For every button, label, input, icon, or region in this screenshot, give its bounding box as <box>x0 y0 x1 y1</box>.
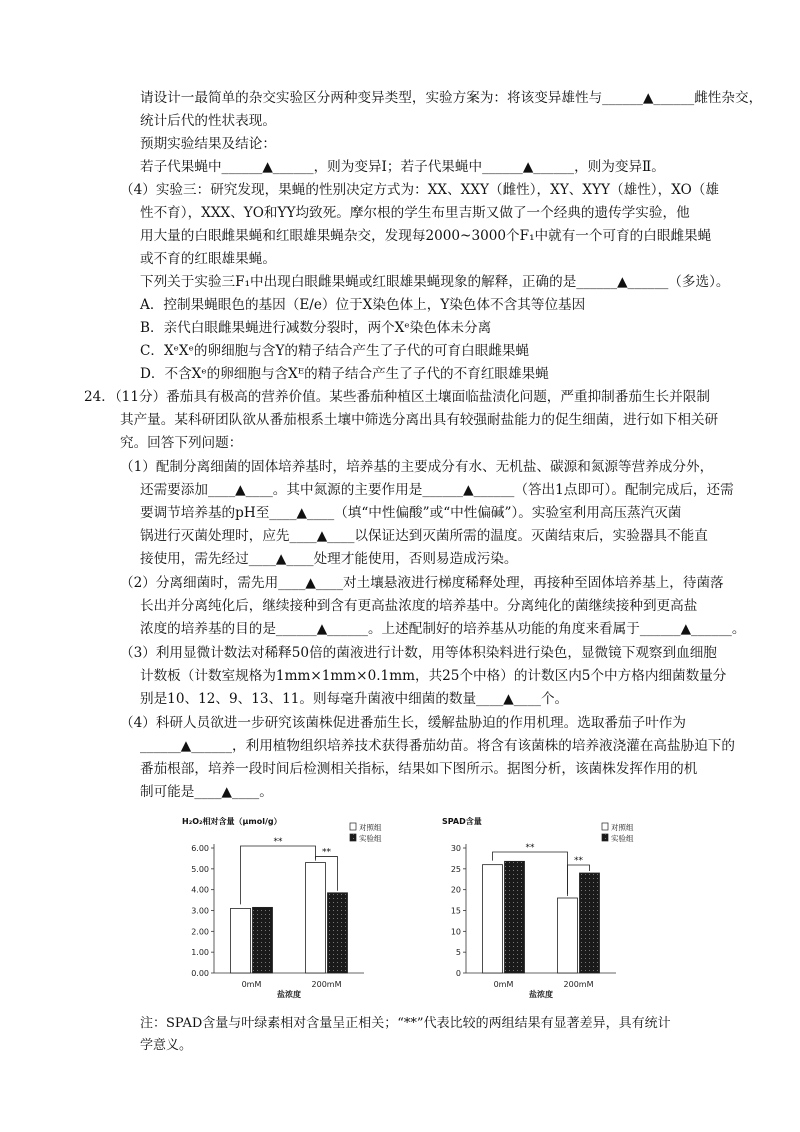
significance-mark: ** <box>322 847 331 858</box>
option-a: A．控制果蝇眼色的基因（E/e）位于X染色体上，Y染色体不含其等位基因 <box>140 297 586 313</box>
text-line: 统计后代的性状表现。 <box>140 113 276 129</box>
experiment-bar <box>580 873 600 973</box>
experiment-bar <box>328 893 348 973</box>
text-line: 要调节培养基的pH至____▲____（填“中性偏酸”或“中性偏碱”）。实验室利用高压蒸汽灭菌 <box>140 505 682 521</box>
option-d: D．不含Xᵉ的卵细胞与含Xᴱ的精子结合产生了子代的不育红眼雄果蝇 <box>140 366 549 382</box>
text-line: 浓度的培养基的目的是______▲______。上述配制好的培养基从功能的角度来看属于______▲______。 <box>140 621 746 637</box>
chart-title: SPAD含量 <box>442 817 482 826</box>
y-tick-label: 15 <box>450 906 461 916</box>
significance-mark: ** <box>574 856 583 866</box>
x-axis-label: 盐浓度 <box>277 990 301 999</box>
y-tick-label: 3.00 <box>191 906 209 916</box>
option-c: C．XᵉXᵉ的卵细胞与含Y的精子结合产生了子代的可育白眼雌果蝇 <box>140 343 530 359</box>
significance-mark: ** <box>525 843 535 853</box>
text-line: 接使用，需先经过____▲____处理才能使用，否则易造成污染。 <box>140 551 518 567</box>
chart-note: 注：SPAD含量与叶绿素相对含量呈正相关；“**”代表比较的两组结果有显著差异，具有统计 <box>140 1016 671 1031</box>
y-tick-label: 4.00 <box>191 885 209 895</box>
y-tick-label: 0 <box>455 969 461 978</box>
y-tick-label: 30 <box>450 844 461 853</box>
control-bar <box>306 863 326 973</box>
experiment-bar <box>505 861 525 973</box>
spad-bar-chart <box>440 812 680 1002</box>
text-line: 其产量。某科研团队欲从番茄根系土壤中筛选分离出具有较强耐盐能力的促生细菌，进行如下相关研 <box>120 412 719 428</box>
control-bar <box>231 908 251 973</box>
y-tick-label: 2.00 <box>191 927 209 937</box>
legend-swatch-control <box>602 823 608 830</box>
y-tick-label: 5 <box>455 948 461 958</box>
x-tick-label: 200mM <box>311 980 342 989</box>
text-line: 番茄根部，培养一段时间后检测相关指标，结果如下图所示。据图分析，该菌株发挥作用的机 <box>140 761 698 777</box>
text-line: （4）科研人员欲进一步研究该菌株促进番茄生长，缓解盐胁迫的作用机理。选取番茄子叶作为 <box>120 715 686 731</box>
text-line: （3）利用显微计数法对稀释50倍的菌液进行计数，用等体积染料进行染色，显微镜下观察到血细胞 <box>120 645 717 661</box>
control-bar <box>483 865 503 973</box>
legend-label-experiment: 实验组 <box>359 834 382 843</box>
question-24-heading: 24．（11分）番茄具有极高的营养价值。某些番茄种植区土壤面临盐渍化问题，严重抑制番茄生长并限制 <box>84 389 710 405</box>
control-bar <box>558 898 578 973</box>
x-tick-label: 0mM <box>493 980 514 989</box>
chart-note-cont: 学意义。 <box>140 1038 193 1053</box>
text-line: 计数板（计数室规格为1mm×1mm×0.1mm，共25个中格）的计数区内5个中方格内细菌数量分 <box>140 668 727 684</box>
legend-swatch-experiment <box>350 834 356 841</box>
text-line: 或不育的红眼雄果蝇。 <box>140 251 276 267</box>
text-line: 究。回答下列问题： <box>120 435 243 451</box>
option-b: B．亲代白眼雌果蝇进行减数分裂时，两个Xᵉ染色体未分离 <box>140 320 492 336</box>
text-line: 制可能是____▲____。 <box>140 784 273 800</box>
legend-swatch-control <box>350 823 356 830</box>
legend-label-control: 对照组 <box>611 823 634 832</box>
legend-label-experiment: 实验组 <box>611 834 634 843</box>
text-line: （4）实验三：研究发现，果蝇的性别决定方式为：XX、XXY（雌性），XY、XYY（雄性），XO（雄 <box>120 182 719 198</box>
text-line: （2）分离细菌时，需先用____▲____对土壤悬液进行梯度稀释处理，再接种至固体培养基上，待菌落 <box>120 575 724 591</box>
significance-bracket <box>241 846 316 904</box>
y-tick-label: 6.00 <box>191 844 209 853</box>
y-tick-label: 1.00 <box>191 948 209 958</box>
significance-bracket <box>493 852 568 894</box>
y-tick-label: 5.00 <box>191 864 209 874</box>
text-line: 请设计一最简单的杂交实验区分两种变异类型，实验方案为：将该变异雄性与______▲______雌性杂交， <box>140 90 763 106</box>
text-line: 还需要添加____▲____。其中氮源的主要作用是______▲______（答出1点即可）。配制完成后，还需 <box>140 482 734 498</box>
y-tick-label: 25 <box>450 864 461 874</box>
text-line: ______▲______，利用植物组织培养技术获得番茄幼苗。将含有该菌株的培养液浇灌在高盐胁迫下的 <box>140 738 735 754</box>
text-line: 若子代果蝇中______▲______，则为变异Ⅰ；若子代果蝇中______▲______，则为变异Ⅱ。 <box>140 159 665 175</box>
x-tick-label: 0mM <box>241 980 262 989</box>
text-line: 下列关于实验三F₁中出现白眼雌果蝇或红眼雄果蝇现象的解释，正确的是______▲______（多选）。 <box>140 274 730 290</box>
y-tick-label: 20 <box>450 885 461 895</box>
text-line: 别是10、12、9、13、11。则每毫升菌液中细菌的数量____▲____个。 <box>140 691 569 707</box>
text-line: 长出并分离纯化后，继续接种到含有更高盐浓度的培养基中。分离纯化的菌继续接种到更高盐 <box>140 598 698 614</box>
x-axis-label: 盐浓度 <box>529 990 553 999</box>
experiment-bar <box>253 907 273 973</box>
legend-swatch-experiment <box>602 834 608 841</box>
y-tick-label: 10 <box>450 927 461 937</box>
h2o2-bar-chart <box>180 812 420 1002</box>
x-tick-label: 200mM <box>563 980 594 989</box>
significance-mark: ** <box>273 837 283 847</box>
chart-title: H₂O₂相对含量（μmol/g） <box>182 817 282 826</box>
text-line: 性不育），XXX、YO和YY均致死。摩尔根的学生布里吉斯又做了一个经典的遗传学实验，他 <box>140 205 690 221</box>
legend-label-control: 对照组 <box>359 823 382 832</box>
text-line: 锅进行灭菌处理时，应先____▲____以保证达到灭菌所需的温度。灭菌结束后，实验器具不能直 <box>140 528 708 544</box>
text-line: 预期实验结果及结论： <box>140 136 276 152</box>
y-tick-label: 0.00 <box>191 969 209 978</box>
text-line: （1）配制分离细菌的固体培养基时，培养基的主要成分有水、无机盐、碳源和氮源等营养成分外， <box>120 459 714 475</box>
text-line: 用大量的白眼雌果蝇和红眼雄果蝇杂交，发现每2000~3000个F₁中就有一个可育的白眼雌果蝇 <box>140 228 712 244</box>
